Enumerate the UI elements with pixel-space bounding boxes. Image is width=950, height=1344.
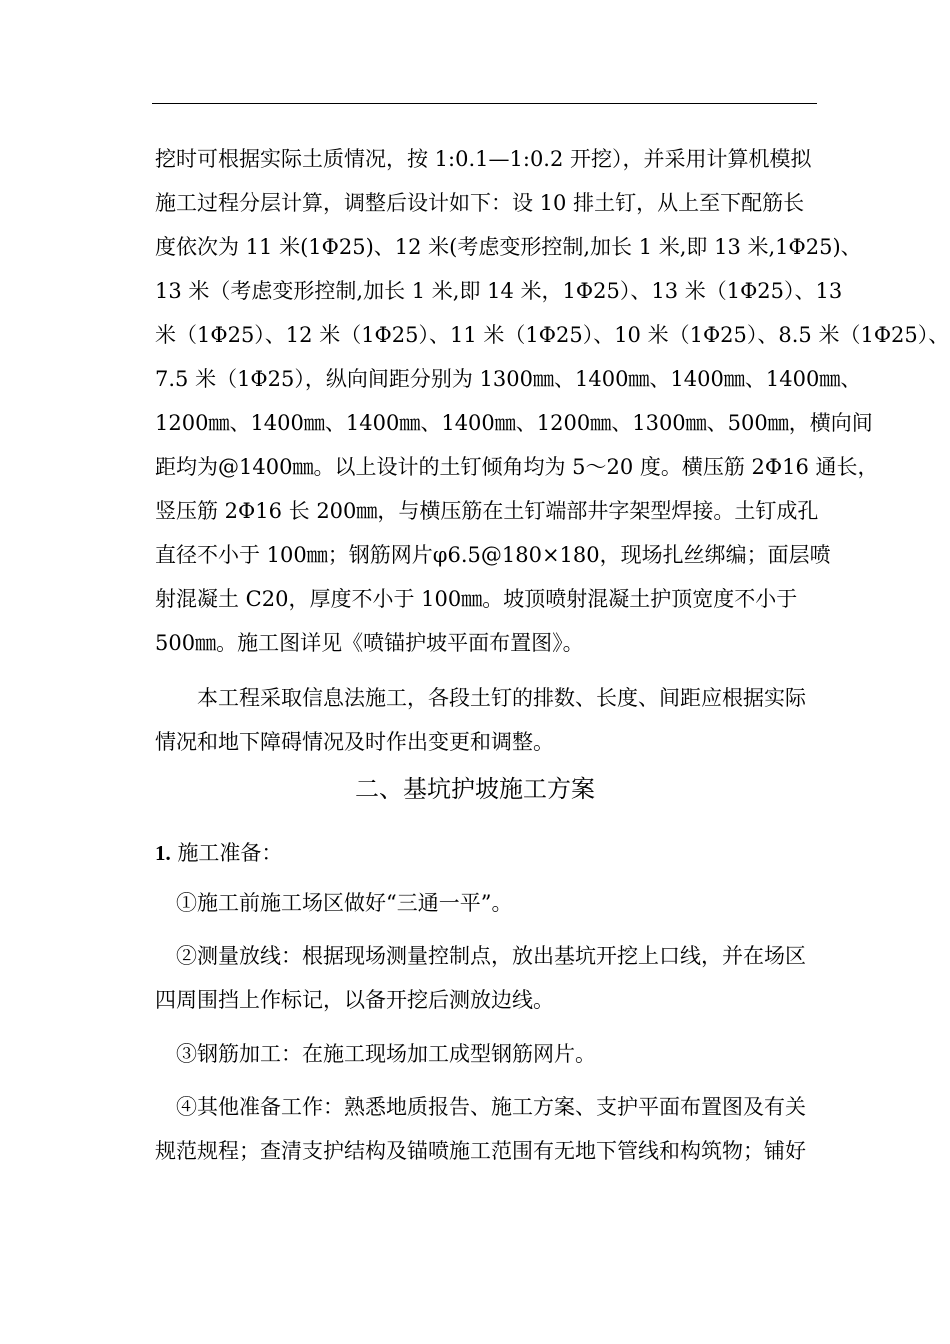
paragraph-line: 度依次为 11 米(1Φ25)、12 米(考虑变形控制,加长 1 米,即 13 米,1Φ25)、 (155, 235, 862, 259)
paragraph-line: 射混凝土 C20，厚度不小于 100㎜。坡顶喷射混凝土护顶宽度不小于 (155, 587, 798, 611)
list-item: ④其他准备工作：熟悉地质报告、施工方案、支护平面布置图及有关 (176, 1095, 806, 1119)
subsection-heading (155, 841, 282, 865)
header-rule (152, 103, 817, 104)
paragraph-line: 13 米（考虑变形控制,加长 1 米,即 14 米，1Φ25）、13 米（1Φ25）、13 (155, 279, 843, 303)
paragraph-line: 施工过程分层计算，调整后设计如下：设 10 排土钉，从上至下配筋长 (155, 191, 805, 215)
paragraph-line: 直径不小于 100㎜；钢筋网片φ6.5@180×180，现场扎丝绑编；面层喷 (155, 543, 831, 567)
paragraph-line: 本工程采取信息法施工，各段土钉的排数、长度、间距应根据实际 (197, 686, 806, 710)
paragraph-line: 竖压筋 2Φ16 长 200㎜，与横压筋在土钉端部井字架型焊接。土钉成孔 (155, 499, 819, 523)
paragraph-line: 挖时可根据实际土质情况，按 1:0.1—1:0.2 开挖），并采用计算机模拟 (155, 147, 812, 171)
list-item: ①施工前施工场区做好“三通一平”。 (176, 891, 513, 915)
list-item-continuation: 四周围挡上作标记，以备开挖后测放边线。 (155, 988, 554, 1012)
paragraph-line: 情况和地下障碍情况及时作出变更和调整。 (155, 730, 554, 754)
list-item: ③钢筋加工：在施工现场加工成型钢筋网片。 (176, 1042, 596, 1066)
paragraph-line: 500㎜。施工图详见《喷锚护坡平面布置图》。 (155, 631, 584, 655)
paragraph-line: 米（1Φ25）、12 米（1Φ25）、11 米（1Φ25）、10 米（1Φ25）、8.5 米（1Φ25）、 (155, 323, 950, 347)
subsection-number: 1. (155, 841, 171, 865)
paragraph-line: 1200㎜、1400㎜、1400㎜、1400㎜、1200㎜、1300㎜、500㎜，横向间 (155, 411, 873, 435)
paragraph-line: 距均为@1400㎜。以上设计的土钉倾角均为 5～20 度。横压筋 2Φ16 通长， (155, 455, 879, 479)
paragraph-line: 7.5 米（1Φ25），纵向间距分别为 1300㎜、1400㎜、1400㎜、1400㎜、 (155, 367, 862, 391)
list-item: ②测量放线：根据现场测量控制点，放出基坑开挖上口线，并在场区 (176, 944, 806, 968)
section-title: 二、基坑护坡施工方案 (355, 775, 595, 803)
subsection-title: 施工准备： (177, 841, 283, 865)
list-item-continuation: 规范规程；查清支护结构及锚喷施工范围有无地下管线和构筑物；铺好 (155, 1139, 806, 1163)
